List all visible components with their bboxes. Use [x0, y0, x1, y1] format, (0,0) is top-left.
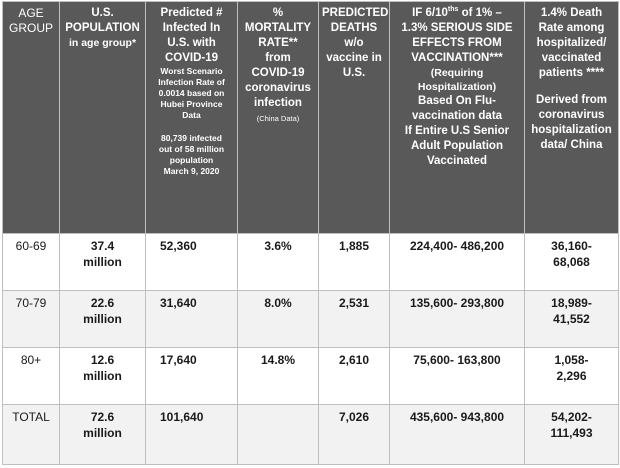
cell-population: 37.4 million: [60, 234, 146, 291]
cell-deaths: 2,531: [319, 291, 390, 348]
cell-side-effects: 435,600- 943,800: [390, 405, 525, 465]
cell-side-effects: 224,400- 486,200: [390, 234, 525, 291]
cell-mortality: 8.0%: [238, 291, 319, 348]
cell-infected: 101,640: [146, 405, 238, 465]
header-age-group: AGE GROUP: [3, 2, 60, 234]
cell-deaths: 1,885: [319, 234, 390, 291]
cell-age: 70-79: [3, 291, 60, 348]
cell-deaths: 7,026: [319, 405, 390, 465]
header-mortality-rate: % MORTALITY RATE** from COVID-19 coronavirus infection (China Data): [238, 2, 319, 234]
table-row: [3, 291, 619, 348]
cell-age: 80+: [3, 348, 60, 405]
table-row: [3, 234, 619, 291]
cell-infected: 17,640: [146, 348, 238, 405]
cell-hosp: 18,989- 41,552: [525, 291, 619, 348]
header-population: U.S. POPULATION in age group*: [60, 2, 146, 234]
header-infected: Predicted # Infected In U.S. with COVID-19 Worst Scenario Infection Rate of 0.0014 based on Hubei Province Data 80,739 infected out of 58 million population March 9, 2020: [146, 2, 238, 234]
cell-hosp: 1,058- 2,296: [525, 348, 619, 405]
cell-infected: 52,360: [146, 234, 238, 291]
header-hospitalized-death-rate: 1.4% Death Rate among hospitalized/ vaccinated patients **** Derived from coronavirus hospitalization data/ China: [525, 2, 619, 234]
cell-hosp: 54,202- 111,493: [525, 405, 619, 465]
cell-population: 12.6 million: [60, 348, 146, 405]
cell-infected: 31,640: [146, 291, 238, 348]
table-row: [3, 348, 619, 405]
cell-hosp: 36,160- 68,068: [525, 234, 619, 291]
cell-mortality: 3.6%: [238, 234, 319, 291]
table-row-total: [3, 405, 619, 465]
cell-population: 22.6 million: [60, 291, 146, 348]
cell-mortality: [238, 405, 319, 465]
header-predicted-deaths: PREDICTED DEATHS w/o vaccine in U.S.: [319, 2, 390, 234]
cell-age: TOTAL: [3, 405, 60, 465]
cell-age: 60-69: [3, 234, 60, 291]
cell-side-effects: 75,600- 163,800: [390, 348, 525, 405]
cell-population: 72.6 million: [60, 405, 146, 465]
covid-data-table: [2, 1, 619, 465]
header-row: [3, 2, 619, 234]
cell-deaths: 2,610: [319, 348, 390, 405]
header-side-effects: IF $6/10^{ths}$ of 1% – 1.3% SERIOUS SIDE EFFECTS FROM VACCINATION*** (Requiring Hospitalization) Based On Flu- vaccination data If Entire U.S Senior Adult Population Vaccinated: [390, 2, 525, 234]
cell-mortality: 14.8%: [238, 348, 319, 405]
cell-side-effects: 135,600- 293,800: [390, 291, 525, 348]
